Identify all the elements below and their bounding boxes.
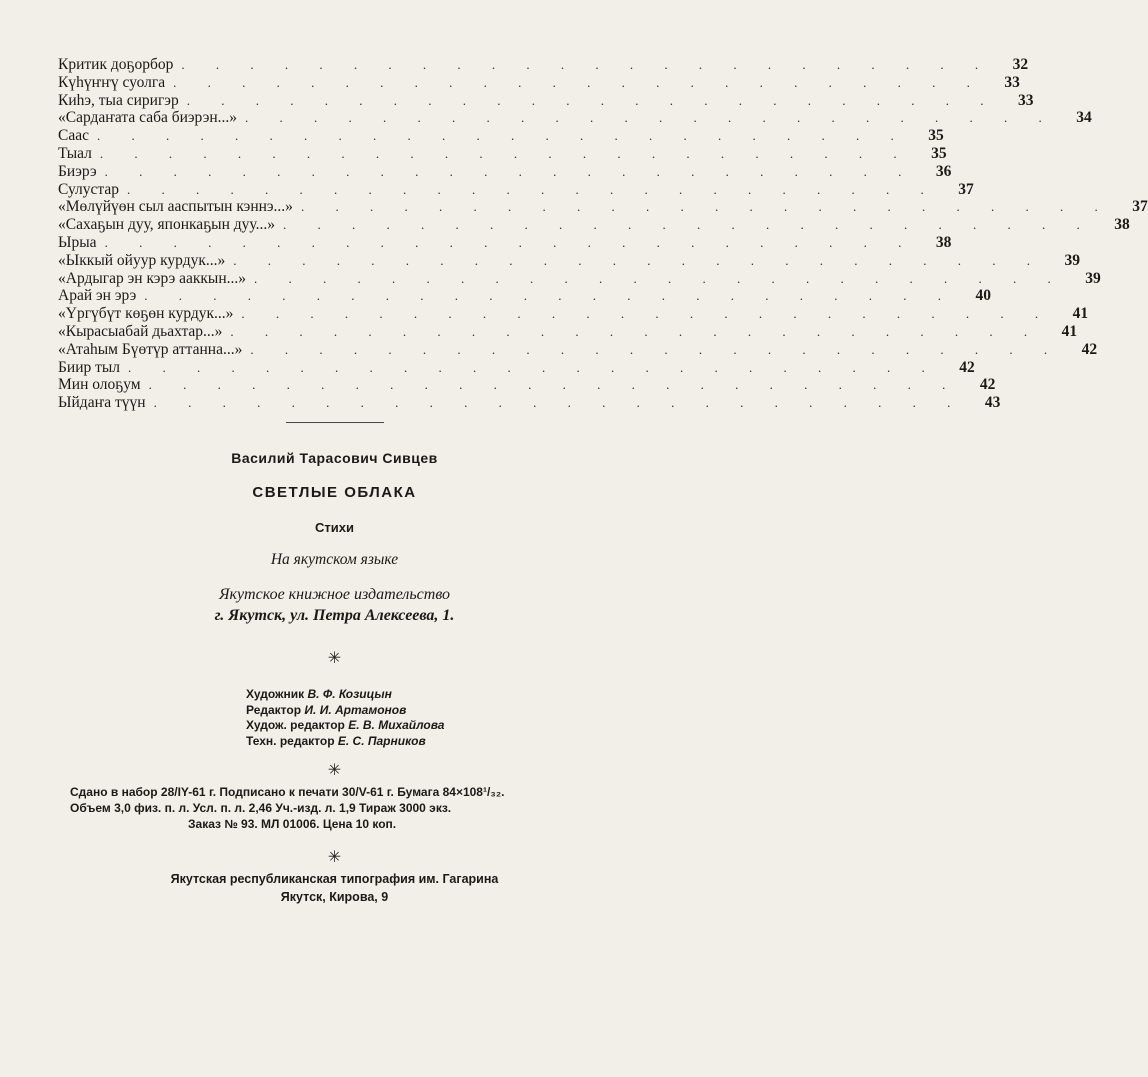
toc-entry: [58, 269, 1101, 288]
toc-entry-title: Критик доҕорбор: [58, 56, 174, 73]
toc-entry: [58, 287, 992, 305]
asterism-icon: ✳: [327, 762, 342, 779]
toc-entry-title: «Сардаҥата саба биэрэн...»: [58, 109, 238, 127]
toc-leader-dots: . . . . . . . . . . . . . . . . . . . . . . . .: [245, 110, 1056, 126]
toc-entry: [58, 162, 952, 181]
imprint-line-2: Объем 3,0 физ. п. л. Усл. п. л. 2,46 Уч.-изд. л. 1,9 Тираж 3000 экз.: [70, 800, 452, 815]
toc-entry: [58, 109, 1092, 127]
toc-entry-title: Мин олоҕум: [58, 376, 141, 394]
asterism-icon: ✳: [327, 650, 342, 667]
table-of-contents: [58, 56, 1148, 412]
toc-entry-page: 38: [1114, 216, 1130, 234]
toc-leader-dots: . . . . . . . . . . . . . . . . . . . . . . . .: [144, 288, 956, 304]
credit-role: Худож. редактор: [246, 718, 345, 732]
toc-leader-dots: . . . . . . . . . . . . . . . . . . . . . . . .: [250, 341, 1062, 357]
toc-entry-page: 41: [1072, 305, 1089, 323]
toc-entry-page: 40: [975, 287, 992, 305]
toc-leader-dots: . . . . . . . . . . . . . . . . . . . . . . . .: [96, 128, 908, 144]
asterism-icon: ✳: [327, 849, 342, 866]
toc-leader-dots: . . . . . . . . . . . . . . . . . . . . . . . .: [254, 270, 1065, 286]
toc-entry: [58, 91, 1034, 110]
toc-entry-page: 37: [958, 180, 974, 198]
author-name: Василий Тарасович Сивцев: [231, 450, 438, 466]
toc-entry-page: 32: [1012, 56, 1029, 73]
credit-line: [246, 734, 444, 750]
toc-entry-title: Тыал: [58, 144, 92, 162]
toc-leader-dots: . . . . . . . . . . . . . . . . . . . . . . . .: [153, 395, 965, 411]
toc-entry-title: «Ыккый ойуур курдук...»: [58, 251, 226, 269]
divider-rule: [286, 422, 384, 423]
toc-entry-page: 35: [928, 127, 944, 145]
toc-entry: [58, 73, 1020, 92]
genre-label: Стихи: [315, 520, 354, 535]
toc-leader-dots: . . . . . . . . . . . . . . . . . . . . . . . .: [104, 234, 916, 250]
toc-leader-dots: . . . . . . . . . . . . . . . . . . . . . . . .: [233, 252, 1044, 268]
imprint-line-3: Заказ № 93. МЛ 01006. Цена 10 коп.: [188, 816, 397, 831]
toc-leader-dots: . . . . . . . . . . . . . . . . . . . . . . . .: [241, 306, 1053, 322]
toc-leader-dots: . . . . . . . . . . . . . . . . . . . . . . . .: [148, 377, 960, 393]
toc-entry: [58, 56, 1029, 74]
language-note: На якутском языке: [270, 551, 399, 568]
credit-person: В. Ф. Козицын: [307, 687, 392, 701]
toc-entry-page: 41: [1061, 322, 1078, 340]
printer-name: Якутская республиканская типография им. Гагарина: [170, 872, 499, 886]
toc-entry: [58, 180, 974, 199]
toc-entry: [58, 251, 1080, 270]
toc-leader-dots: . . . . . . . . . . . . . . . . . . . . . . . .: [104, 163, 916, 179]
publisher-address: г. Якутск, ул. Петра Алексеева, 1.: [214, 607, 455, 624]
toc-entry: [58, 127, 944, 145]
toc-leader-dots: . . . . . . . . . . . . . . . . . . . . . . . .: [186, 92, 998, 108]
toc-entry-page: 33: [1017, 91, 1034, 109]
imprint-block: [70, 785, 505, 832]
toc-entry-title: Күһүҥҥү суолга: [58, 73, 166, 91]
toc-entry-title: «Ардыгар эн кэрэ ааккын...»: [58, 269, 247, 287]
toc-leader-dots: . . . . . . . . . . . . . . . . . . . . . . . .: [230, 323, 1042, 339]
toc-entry: [58, 322, 1078, 341]
toc-entry-title: Саас: [58, 127, 89, 145]
toc-entry-title: Биир тыл: [58, 358, 121, 376]
toc-entry-title: Арай эн эрэ: [58, 287, 137, 305]
toc-entry-title: «Атаһым Бүөтүр аттанна...»: [58, 340, 243, 358]
toc-entry-page: 42: [959, 358, 975, 376]
toc-entry-page: 35: [931, 144, 947, 162]
toc-entry-page: 34: [1076, 109, 1092, 127]
toc-leader-dots: . . . . . . . . . . . . . . . . . . . . . . . .: [181, 57, 993, 72]
toc-entry-page: 37: [1132, 198, 1148, 216]
toc-entry-page: 36: [935, 162, 952, 180]
printer-address: Якутск, Кирова, 9: [280, 890, 389, 904]
toc-entry: [58, 358, 975, 377]
toc-entry-page: 42: [1081, 340, 1098, 358]
toc-entry-title: Киһэ, тыа сиригэр: [58, 91, 179, 109]
toc-entry: [58, 305, 1089, 323]
credit-line: [246, 718, 444, 734]
imprint-line-1: Сдано в набор 28/IY-61 г. Подписано к печати 30/V-61 г. Бумага 84×108¹/₃₂.: [70, 785, 505, 799]
toc-entry-title: Ырыа: [58, 233, 97, 251]
credit-line: [246, 703, 444, 719]
toc-entry-title: «Мөлүйүөн сыл ааспытын кэннэ...»: [58, 198, 293, 216]
toc-entry-page: 43: [984, 394, 1001, 412]
toc-leader-dots: . . . . . . . . . . . . . . . . . . . . . . . .: [173, 74, 984, 90]
credit-line: [246, 687, 444, 703]
toc-entry-page: 33: [1004, 73, 1020, 91]
toc-entry-page: 39: [1064, 251, 1080, 269]
credit-role: Редактор: [246, 702, 302, 717]
toc-entry: [58, 198, 1148, 216]
toc-entry-title: Биэрэ: [58, 162, 97, 180]
toc-entry-title: «Үргүбүт көҕөн курдук...»: [58, 305, 234, 323]
book-title: СВЕТЛЫЕ ОБЛАКА: [252, 484, 417, 501]
publisher-name: Якутское книжное издательство: [218, 586, 451, 603]
toc-leader-dots: . . . . . . . . . . . . . . . . . . . . . . . .: [300, 199, 1112, 215]
toc-leader-dots: . . . . . . . . . . . . . . . . . . . . . . . .: [128, 359, 939, 375]
toc-entry: [58, 376, 996, 394]
toc-entry-page: 39: [1085, 269, 1101, 287]
toc-entry: [58, 216, 1130, 234]
toc-entry: [58, 144, 947, 163]
toc-entry: [58, 233, 952, 252]
toc-entry-title: «Кырасыабай дьахтар...»: [58, 322, 223, 340]
credit-role: Техн. редактор: [246, 733, 335, 748]
toc-leader-dots: . . . . . . . . . . . . . . . . . . . . . . . .: [282, 217, 1094, 233]
credits-block: [246, 687, 444, 749]
toc-entry-title: Ыйдаҥа түүн: [58, 394, 146, 412]
toc-entry-page: 42: [979, 376, 996, 394]
toc-entry: [58, 394, 1001, 412]
toc-entry: [58, 340, 1098, 359]
credit-person: И. И. Артамонов: [304, 702, 407, 717]
toc-leader-dots: . . . . . . . . . . . . . . . . . . . . . . . .: [126, 181, 938, 197]
credit-person: Е. В. Михайлова: [348, 718, 445, 732]
toc-entry-title: Сулустар: [58, 180, 119, 198]
toc-leader-dots: . . . . . . . . . . . . . . . . . . . . . . . .: [99, 145, 911, 161]
credit-role: Художник: [246, 687, 305, 701]
credit-person: Е. С. Парников: [337, 733, 426, 748]
toc-entry-title: «Сахаҕын дуу, японкаҕын дуу...»: [58, 216, 275, 234]
toc-entry-page: 38: [935, 233, 952, 251]
